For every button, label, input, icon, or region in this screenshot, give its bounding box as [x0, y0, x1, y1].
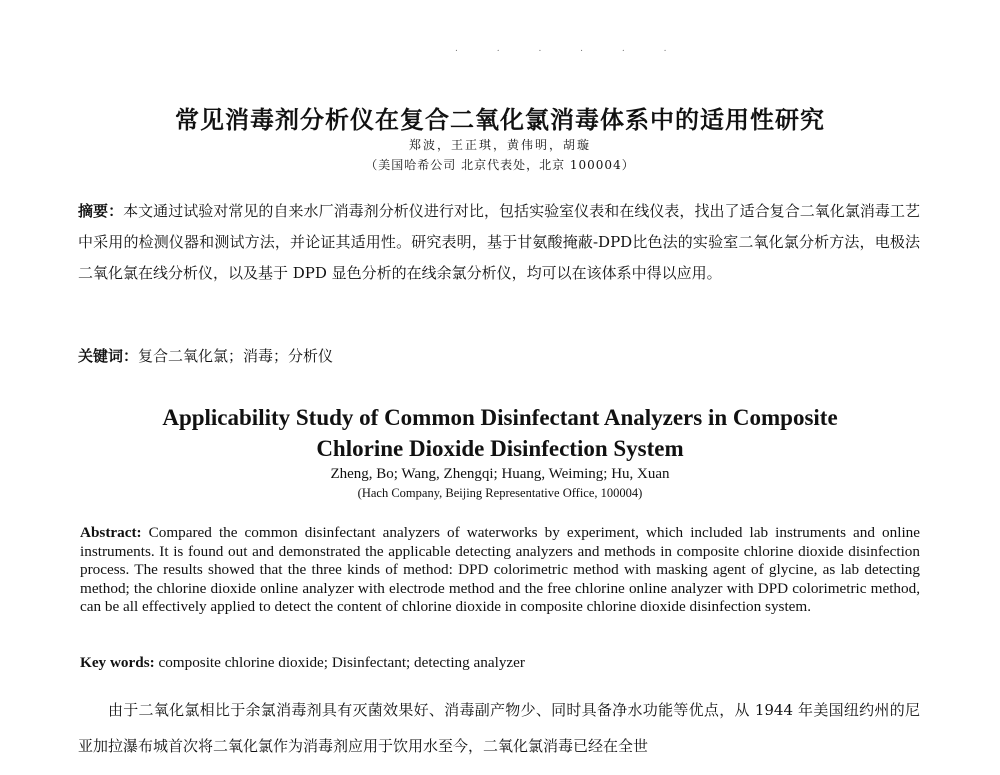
english-keywords-label: Key words:	[80, 654, 155, 671]
english-abstract-text: Compared the common disinfectant analyzers of waterworks by experiment, which included lab instruments and online instruments. It is found out and demonstrated the applicable detecting analyzers and methods in composite chlorine dioxide disinfection process. The results showed that the three kinds of method: DPD colorimetric method with masking agent of glycine, as lab detecting method; the chlorine dioxide online analyzer with electrode method and the free chlorine online analyzer with DPD colorimetric method, can be all effectively applied to detect the content of chlorine dioxide in composite chlorine dioxide disinfection system.	[80, 524, 920, 615]
chinese-keywords-label: 关键词：	[78, 347, 139, 365]
english-keywords	[80, 654, 920, 672]
chinese-abstract-label: 摘要：	[78, 202, 124, 220]
english-affiliation: (Hach Company, Beijing Representative Office, 100004)	[357, 486, 643, 500]
chinese-keywords-text: 复合二氧化氯；消毒；分析仪	[138, 347, 334, 365]
english-title-line-1: Applicability Study of Common Disinfectant Analyzers in Composite	[162, 405, 838, 430]
chinese-keywords	[78, 341, 920, 372]
english-keywords-text: composite chlorine dioxide; Disinfectant; detecting analyzer	[154, 654, 525, 671]
english-title	[0, 402, 1000, 464]
chinese-title: 常见消毒剂分析仪在复合二氧化氯消毒体系中的适用性研究	[175, 106, 825, 134]
english-title-line-2: Chlorine Dioxide Disinfection System	[316, 436, 684, 461]
english-authors: Zheng, Bo; Wang, Zhengqi; Huang, Weiming; Hu, Xuan	[330, 466, 670, 482]
chinese-abstract-text: 本文通过试验对常见的自来水厂消毒剂分析仪进行对比，包括实验室仪表和在线仪表，找出了适合复合二氧化氯消毒工艺中采用的检测仪器和测试方法，并论证其适用性。研究表明，基于甘氨酸掩蔽-DPD比色法的实验室二氧化氯分析方法，电极法二氧化氯在线分析仪，以及基于 DPD 显色分析的在线余氯分析仪，均可以在该体系中得以应用。	[78, 202, 920, 282]
english-abstract-label: Abstract:	[80, 524, 142, 541]
english-abstract	[80, 524, 920, 617]
body-paragraph: 由于二氧化氯相比于余氯消毒剂具有灭菌效果好、消毒副产物少、同时具备净水功能等优点，从 1944 年美国纽约州的尼亚加拉瀑布城首次将二氧化氯作为消毒剂应用于饮用水至今，二氧化氯消毒已经在全世	[78, 701, 920, 755]
chinese-affiliation: （美国哈希公司 北京代表处，北京 100004）	[365, 158, 635, 172]
scan-specks: . . . . . .	[455, 44, 685, 54]
chinese-authors: 郑波，王正琪，黄伟明，胡璇	[408, 138, 591, 152]
chinese-abstract	[78, 196, 920, 289]
